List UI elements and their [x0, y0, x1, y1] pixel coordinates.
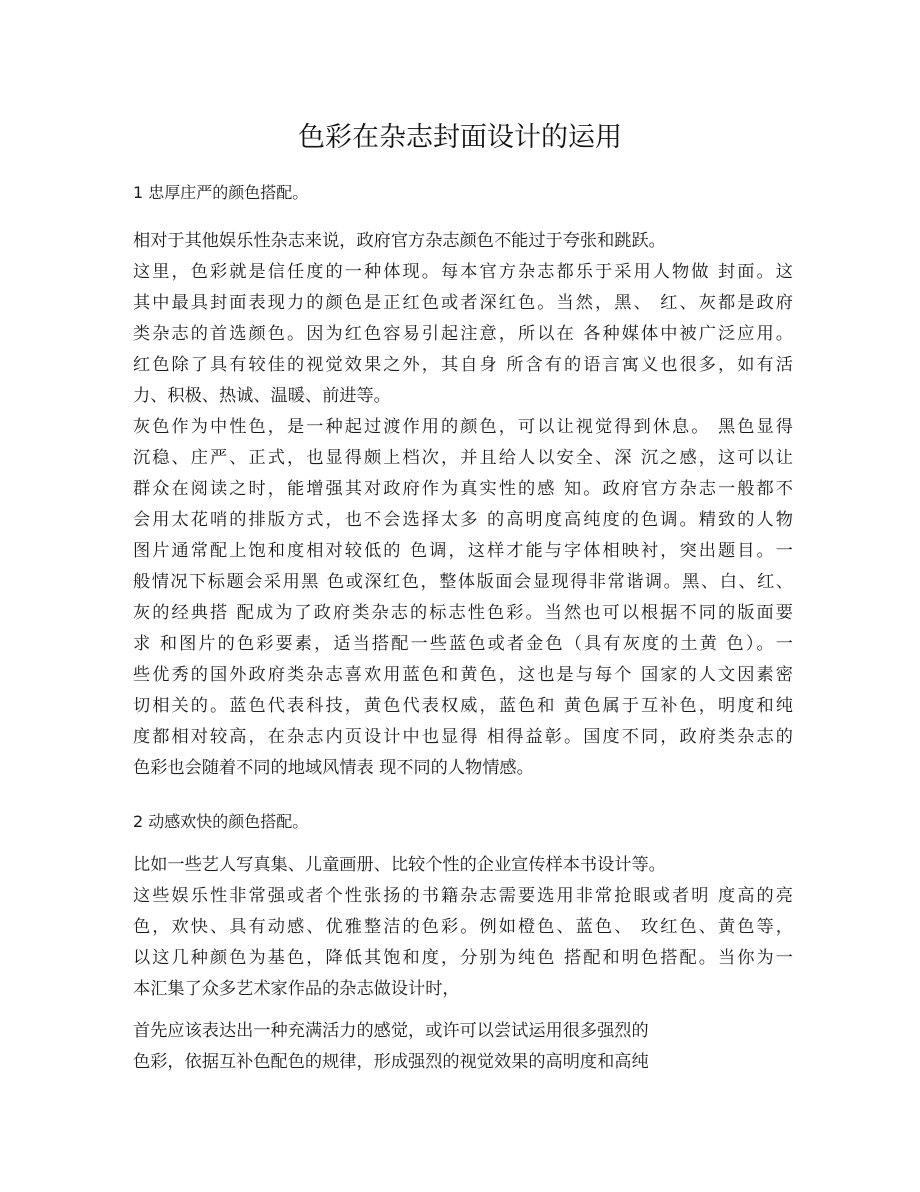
section-1-line-1: 相对于其他娱乐性杂志来说，政府官方杂志颜色不能过于夸张和跳跃。 — [133, 231, 666, 251]
section-1-line-4: 类杂志的首选颜色。因为红色容易引起注意，所以在 各种媒体中被广泛应用。 — [133, 324, 793, 344]
section-1-line-18: 色彩也会随着不同的地域风情表 现不同的人物情感。 — [133, 758, 534, 778]
section-1-line-12: 般情况下标题会采用黑 色或深红色，整体版面会显现得非常谐调。黑、白、红、 — [133, 572, 793, 592]
section-2-line-2: 这些娱乐性非常强或者个性张扬的书籍杂志需要选用非常抢眼或者明 度高的亮 — [133, 886, 793, 906]
section-2-line-1: 比如一些艺人写真集、儿童画册、比较个性的企业宣传样本书设计等。 — [133, 855, 666, 875]
section-1-line-17: 度都相对较高，在杂志内页设计中也显得 相得益彰。国度不同，政府类杂志的 — [133, 727, 793, 747]
section-1-line-7: 灰色作为中性色，是一种起过渡作用的颜色，可以让视觉得到休息。 黑色显得 — [133, 417, 793, 437]
section-1-line-3: 其中最具封面表现力的颜色是正红色或者深红色。当然，黑、 红、灰都是政府 — [133, 293, 793, 313]
section-2-line-4: 以这几种颜色为基色，降低其饱和度，分别为纯色 搭配和明色搭配。当你为一 — [133, 948, 793, 968]
section-1-line-14: 求 和图片的色彩要素，适当搭配一些蓝色或者金色（具有灰度的土黄 色）。一 — [133, 634, 793, 654]
section-1-heading: 1 忠厚庄严的颜色搭配。 — [133, 183, 309, 202]
section-2-line-7: 色彩，依据互补色配色的规律，形成强烈的视觉效果的高明度和高纯 — [133, 1052, 649, 1072]
section-1-line-10: 会用太花哨的排版方式，也不会选择太多 的高明度高纯度的色调。精致的人物 — [133, 510, 793, 530]
section-1-line-13: 灰的经典搭 配成为了政府类杂志的标志性色彩。当然也可以根据不同的版面要 — [133, 603, 793, 623]
section-1-line-6: 力、积极、热诚、温暖、前进等。 — [133, 386, 391, 406]
section-2-line-6: 首先应该表达出一种充满活力的感觉，或许可以尝试运用很多强烈的 — [133, 1021, 649, 1041]
section-1-line-15: 些优秀的国外政府类杂志喜欢用蓝色和黄色，这也是与每个 国家的人文因素密 — [133, 665, 793, 685]
section-2-heading: 2 动感欢快的颜色搭配。 — [133, 812, 309, 831]
section-1-line-9: 群众在阅读之时，能增强其对政府作为真实性的感 知。政府官方杂志一般都不 — [133, 479, 793, 499]
section-2-line-5: 本汇集了众多艺术家作品的杂志做设计时， — [133, 979, 460, 999]
section-1-line-2: 这里，色彩就是信任度的一种体现。每本官方杂志都乐于采用人物做 封面。这 — [133, 262, 793, 282]
document-title: 色彩在杂志封面设计的运用 — [298, 122, 622, 153]
section-1-line-16: 切相关的。蓝色代表科技，黄色代表权威，蓝色和 黄色属于互补色，明度和纯 — [133, 696, 793, 716]
section-1-line-5: 红色除了具有较佳的视觉效果之外，其自身 所含有的语言寓义也很多，如有活 — [133, 355, 793, 375]
section-1-line-11: 图片通常配上饱和度相对较低的 色调，这样才能与字体相映衬，突出题目。一 — [133, 541, 793, 561]
section-2-line-3: 色，欢快、具有动感、优雅整洁的色彩。例如橙色、蓝色、 玫红色、黄色等， — [133, 917, 793, 937]
section-1-line-8: 沉稳、庄严、正式，也显得颇上档次，并且给人以安全、深 沉之感，这可以让 — [133, 448, 793, 468]
